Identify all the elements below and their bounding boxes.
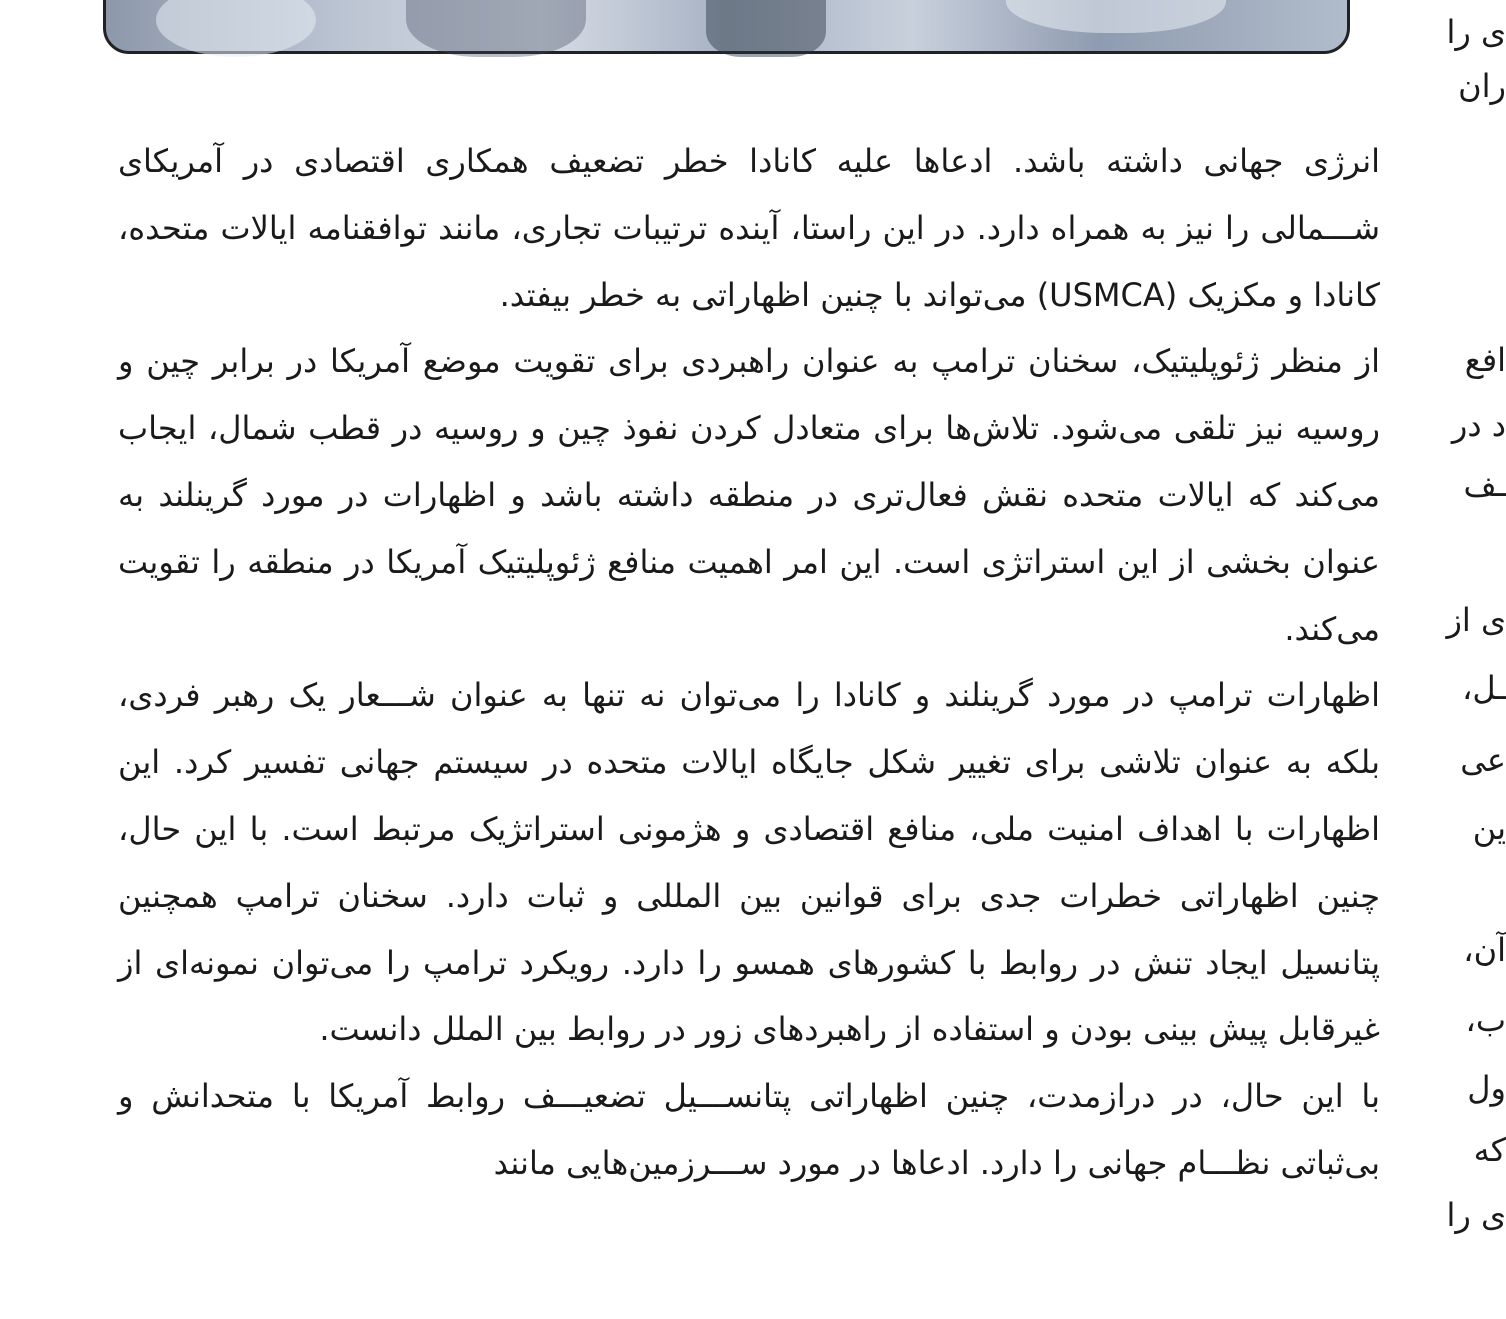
- article-body: [118, 128, 1380, 1197]
- adjacent-column-fragment: [1446, 0, 1506, 1319]
- side-text: ـف: [1463, 466, 1506, 504]
- paragraph: از منظر ژئوپلیتیک، سخنان ترامپ به عنوان راهبردی برای تقویت موضع آمریکا در برابر چین و روسیه نیز تلقی می‌شود. تلاش‌ها برای متعادل کردن نفوذ چین و روسیه در قطب شمال، ایجاب می‌کند که ایالات متحده نقش فعال‌تری در منطقه داشته باشد و اظهارات در مورد گرینلند به عنوان بخشی از این استراتژی است. این امر اهمیت منافع ژئوپلیتیک آمریکا در منطقه را تقویت می‌کند.: [118, 342, 1380, 648]
- side-text: ین: [1472, 809, 1506, 847]
- side-text: آن،: [1463, 931, 1506, 969]
- side-text: ـل،: [1462, 669, 1506, 707]
- article-photo: [103, 0, 1350, 54]
- side-text: ی را: [1446, 1196, 1506, 1234]
- side-text: افع: [1464, 341, 1506, 379]
- side-text: ی را: [1446, 13, 1506, 51]
- side-text: که: [1473, 1131, 1506, 1169]
- side-text: ول: [1467, 1069, 1506, 1107]
- side-text: ب،: [1465, 1001, 1506, 1039]
- side-text: ی از: [1446, 601, 1506, 639]
- side-text: ران: [1458, 67, 1506, 105]
- side-text: عی: [1460, 741, 1506, 779]
- side-text: د در: [1451, 406, 1506, 444]
- paragraph: با این حال، در درازمدت، چنین اظهاراتی پتانســـیل تضعیـــف روابط آمریکا با متحدانش و بی‌ثباتی نظـــام جهانی را دارد. ادعاها در مورد ســـرزمین‌هایی مانند: [118, 1077, 1380, 1182]
- paragraph: اظهارات ترامپ در مورد گرینلند و کانادا را می‌توان نه تنها به عنوان شـــعار یک رهبر فردی، بلکه به عنوان تلاشی برای تغییر شکل جایگاه ایالات متحده در سیستم جهانی تفسیر کرد. این اظهارات با اهداف امنیت ملی، منافع اقتصادی و هژمونی استراتژیک مرتبط است. با این حال، چنین اظهاراتی خطرات جدی برای قوانین بین المللی و ثبات دارد. سخنان ترامپ همچنین پتانسیل ایجاد تنش در روابط با کشورهای همسو را دارد. رویکرد ترامپ را می‌توان نمونه‌ای از غیرقابل پیش بینی بودن و استفاده از راهبردهای زور در روابط بین الملل دانست.: [118, 676, 1380, 1049]
- paragraph: انرژی جهانی داشته باشد. ادعاها علیه کانادا خطر تضعیف همکاری اقتصادی در آمریکای شـــمالی را نیز به همراه دارد. در این راستا، آینده ترتیبات تجاری، مانند توافقنامه ایالات متحده، کانادا و مکزیک (USMCA) می‌تواند با چنین اظهاراتی به خطر بیفتد.: [118, 142, 1380, 314]
